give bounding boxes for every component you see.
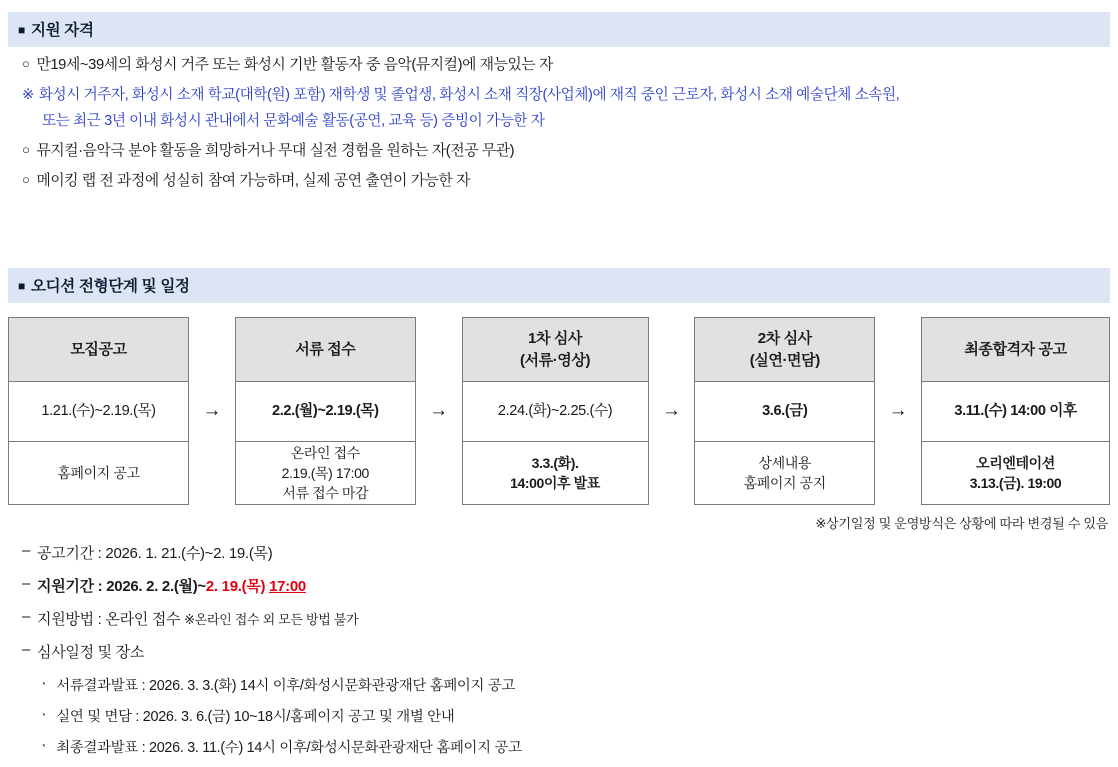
schedule-details [8,542,1110,757]
detail-application-method [22,608,1110,629]
detail-application-period [22,575,1110,596]
middot-icon: ㆍ [38,739,50,753]
flow-step-4-title-line1: 2차 심사 [757,329,812,347]
dash-icon: – [22,608,31,625]
sub-detail-text: 서류결과발표 : 2026. 3. 3.(화) 14시 이후/화성시문화관광재단 홈페이지 공고 [56,678,516,694]
flow-step-5-note-line1: 오리엔테이션 [976,454,1055,471]
flow-step-1 [8,317,189,505]
note-line-1 [22,85,1110,107]
flow-step-3-title [463,318,648,382]
list-item-text: 만19세~39세의 화성시 거주 또는 화성시 기반 활동자 중 음악(뮤지컬)에 재능있는 자 [36,57,553,73]
sub-detail-text: 최종결과발표 : 2026. 3. 11.(수) 14시 이후/화성시문화관광재단 홈페이지 공고 [56,740,522,756]
qualification-header-label: 지원 자격 [30,22,94,39]
detail-value: 온라인 접수 [105,611,185,628]
detail-label: 지원기간 : [37,578,107,595]
detail-label: 공고기간 : [37,545,106,562]
flow-step-5-note [922,442,1109,504]
detail-text [37,608,358,629]
circle-bullet-icon: ○ [22,56,30,71]
flow-step-3 [462,317,649,505]
arrow-icon-2: → [429,400,449,421]
flow-step-4-note-line1: 상세내용 [758,454,812,471]
flow-step-2-note-line2: 2.19.(목) 17:00 [281,464,369,481]
detail-value-red-underline: 17:00 [269,578,306,595]
flow-step-1-date: 1.21.(수)~2.19.(목) [9,382,188,442]
schedule-footnote: ※상기일정 및 운영방식은 상황에 따라 변경될 수 있음 [815,516,1108,531]
qualification-note [8,76,1110,133]
sub-detail-text: 실연 및 면담 : 2026. 3. 6.(금) 10~18시/홈페이지 공고 및 개별 안내 [56,709,455,725]
list-item [8,133,1110,162]
flow-step-3-title-line2: (서류·영상) [519,351,591,369]
schedule-header [8,268,1110,303]
schedule-section [8,268,1110,767]
flow-step-5-note-line2: 3.13.(금). 19:00 [969,475,1062,491]
note-text-2: 또는 최근 3년 이내 화성시 관내에서 문화예술 활동(공연, 교육 등) 증빙이 가능한 자 [42,113,545,130]
note-text-1: 화성시 거주자, 화성시 소재 학교(대학(원) 포함) 재학생 및 졸업생, 화성시 소재 직장(사업체)에 재직 중인 근로자, 화성시 소재 예술단체 소속원, [38,87,900,104]
sub-detail-performance-interview [22,705,1110,726]
flow-step-2-note-line1: 온라인 접수 [290,444,360,461]
middot-icon: ㆍ [38,677,50,691]
schedule-header-label: 오디션 전형단계 및 일정 [30,278,190,295]
flow-step-5-title: 최종합격자 공고 [922,318,1109,382]
flow-step-5 [921,317,1110,505]
flow-step-4-note [695,442,874,504]
sub-detail-final-result [22,736,1110,757]
flow-step-1-note: 홈페이지 공고 [57,464,140,481]
qualification-header [8,12,1110,47]
flow-step-2-note-line3: 서류 접수 마감 [282,485,369,502]
detail-label: 심사일정 및 장소 [37,644,145,661]
dash-icon: – [22,575,31,592]
flow-step-3-title-line1: 1차 심사 [528,329,583,347]
circle-bullet-icon: ○ [22,171,30,187]
middot-icon: ㆍ [38,708,50,722]
list-item [8,47,1110,76]
flow-step-4-title-line2: (실연·면담) [749,351,820,369]
flow-step-4 [694,317,875,505]
qualification-list [8,47,1110,76]
section-square-icon: ■ [18,279,25,293]
sub-detail-document-result [22,674,1110,695]
arrow-icon-1: → [202,400,222,421]
flow-step-4-date: 3.6.(금) [695,382,874,442]
dash-icon: – [22,641,31,658]
list-item-text: 메이킹 랩 전 과정에 성실히 참여 가능하며, 실제 공연 출연이 가능한 자 [36,172,471,189]
flow-step-5-date: 3.11.(수) 14:00 이후 [922,382,1109,442]
flow-step-4-note-line2: 홈페이지 공지 [743,475,826,491]
flow-step-3-date: 2.24.(화)~2.25.(수) [463,382,648,442]
arrow-icon-4: → [888,400,908,421]
qualification-section [8,12,1110,192]
list-item-text: 뮤지컬·음악극 분야 활동을 희망하거나 무대 실전 경험을 원하는 자(전공 무관) [36,143,515,160]
detail-text [37,575,306,596]
qualification-list-2 [8,133,1110,192]
flow-step-2-title: 서류 접수 [236,318,415,382]
arrow-icon-3: → [661,400,681,421]
flow-step-2-date: 2.2.(월)~2.19.(목) [236,382,415,442]
note-line-2 [22,111,1110,133]
section-square-icon: ■ [18,23,25,37]
flow-step-4-title [695,318,874,382]
detail-announcement-period [22,542,1110,563]
flow-step-2-note [236,442,415,504]
flow-step-3-note-line2: 14:00이후 발표 [510,475,600,491]
detail-value-plain: 2026. 2. 2.(월)~ [106,578,206,595]
detail-review-schedule [22,641,1110,662]
flow-step-3-note-line1: 3.3.(화). [531,454,579,471]
dash-icon: – [22,542,31,559]
schedule-flow-diagram [8,317,1110,505]
list-item [8,163,1110,192]
circle-bullet-icon: ○ [22,142,30,158]
detail-value-red: 2. 19.(목) [205,578,270,595]
detail-value-note: ※온라인 접수 외 모든 방법 불가 [184,612,359,627]
flow-step-2 [235,317,416,505]
flow-step-1-title: 모집공고 [9,318,188,382]
detail-text [37,542,272,563]
detail-value: 2026. 1. 21.(수)~2. 19.(목) [105,545,273,562]
detail-label: 지원방법 : [37,611,106,628]
flow-step-3-note [463,442,648,504]
asterisk-icon: ※ [22,87,34,104]
